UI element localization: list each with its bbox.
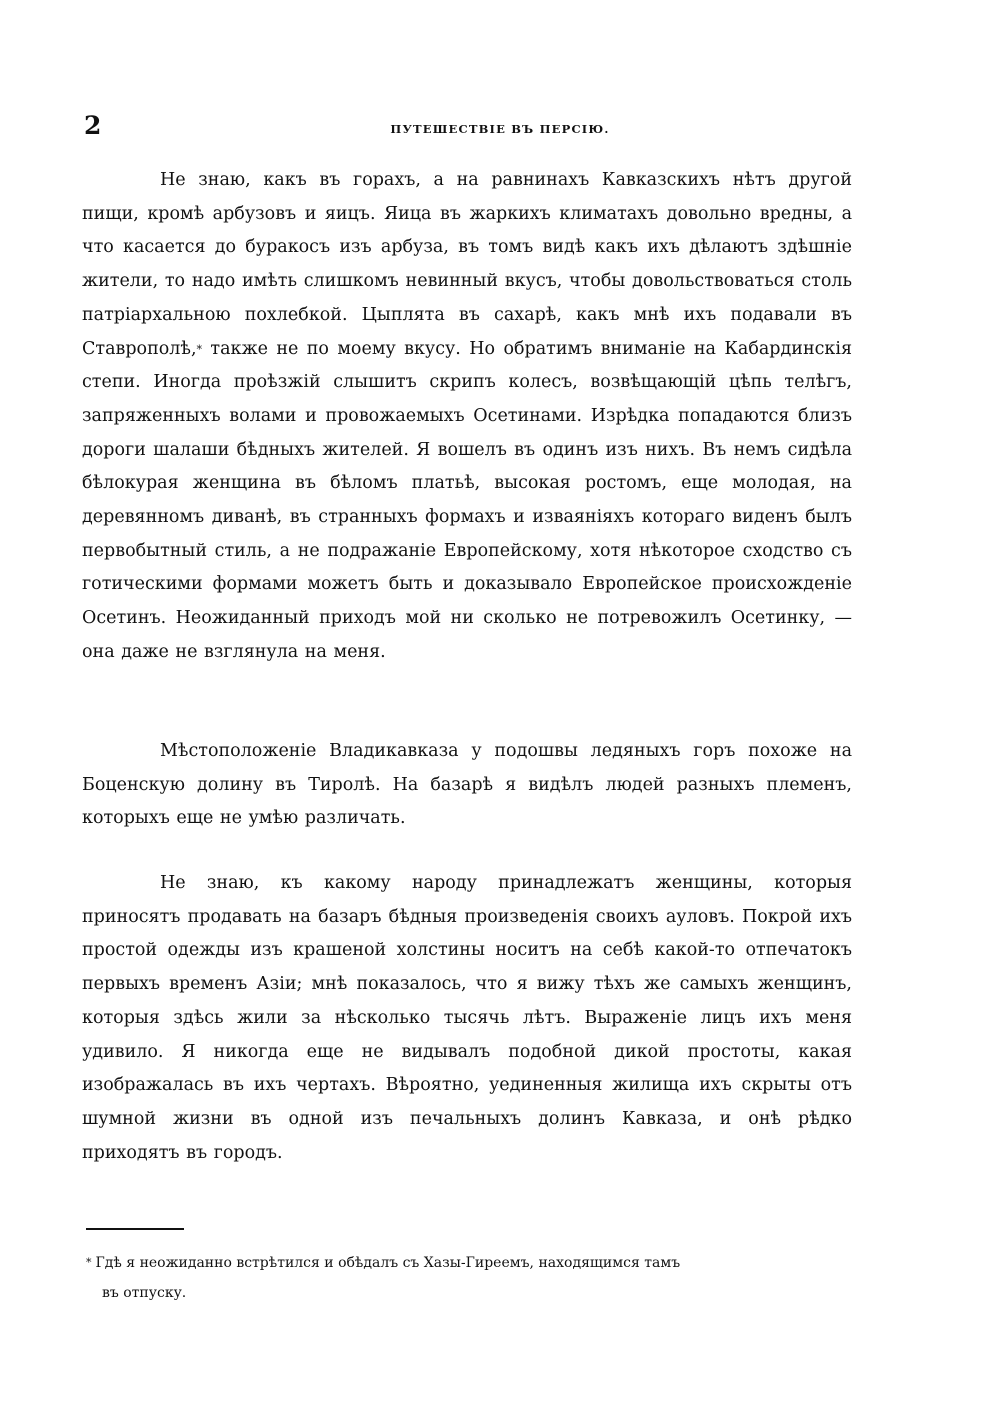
paragraph-1-text-tail: также не по моему вкусу. Но обратимъ вниманіе на Кабардинскія степи. Иногда проѣзжій слышитъ скрипъ колесъ, возвѣщающій цѣпь телѣгъ, запряженныхъ волами и провожаемыхъ Осетинами. Изрѣдка попадаются близъ дороги шалаши бѣдныхъ жителей. Я вошелъ въ одинъ изъ нихъ. Въ немъ сидѣла бѣлокурая женщина въ бѣломъ платьѣ, высокая ростомъ, еще молодая, на деревянномъ диванѣ, въ странныхъ формахъ и изваяніяхъ котораго виденъ былъ первобытный стиль, а не подражаніе Европейскому, хотя нѣкоторое сходство съ готическими формами можетъ быть и доказывало Европейское происхожденіе Осетинъ. Неожиданный приходъ мой ни сколько не потревожилъ Осетинку, — она даже не взглянула на меня. — [82, 338, 852, 662]
paragraph-2 — [82, 735, 852, 836]
paragraph-3 — [82, 867, 852, 1170]
footnote-line-2 — [86, 1278, 850, 1308]
paragraph-3-text: Не знаю, къ какому народу принадлежатъ женщины, которыя приносятъ продавать на базаръ бѣдныя произведенія своихъ ауловъ. Покрой ихъ простой одежды изъ крашеной холстины носитъ на себѣ какой-то отпечатокъ первыхъ временъ Азіи; мнѣ показалось, что я вижу тѣхъ же самыхъ женщинъ, которыя здѣсь жили за нѣсколько тысячь лѣтъ. Выраженіе лицъ ихъ меня удивило. Я никогда еще не видывалъ подобной дикой простоты, какая изображалась въ ихъ чертахъ. Вѣроятно, уединенныя жилища ихъ скрыты отъ шумной жизни въ одной изъ печальныхъ долинъ Кавказа, и онѣ рѣдко приходятъ въ городъ. — [82, 873, 852, 1163]
page-number: 2 — [84, 111, 102, 140]
footnote-marker: * — [86, 1256, 92, 1269]
footnote-text-2: въ отпуску. — [102, 1285, 187, 1301]
paragraph-1-text: Не знаю, какъ въ горахъ, а на равнинахъ Кавказскихъ нѣтъ другой пищи, кромѣ арбузовъ и яицъ. Яица въ жаркихъ климатахъ довольно вредны, а что касается до буракосъ изъ арбуза, въ томъ видѣ какъ ихъ дѣлаютъ здѣшніе жители, то надо имѣть слишкомъ невинный вкусъ, чтобы довольствоваться столь патріархальною похлебкой. Цыплята въ сахарѣ, какъ мнѣ ихъ подавали въ Ставрополѣ, — [82, 170, 852, 359]
footnote-line-1 — [86, 1248, 850, 1278]
footnote — [86, 1248, 850, 1308]
footnote-reference: * — [196, 342, 203, 356]
footnote-divider — [86, 1228, 184, 1230]
running-head: ПУТЕШЕСТВІЕ ВЪ ПЕРСІЮ. — [390, 122, 610, 136]
footnote-text-1: Гдѣ я неожиданно встрѣтился и обѣдалъ съ Хазы-Гиреемъ, находящимся тамъ — [95, 1255, 681, 1271]
paragraph-2-text: Мѣстоположеніе Владикавказа у подошвы ледяныхъ горъ похоже на Боценскую долину въ Тиролѣ. На базарѣ я видѣлъ людей разныхъ племенъ, которыхъ еще не умѣю различать. — [82, 741, 852, 829]
paragraph-1 — [82, 164, 852, 670]
